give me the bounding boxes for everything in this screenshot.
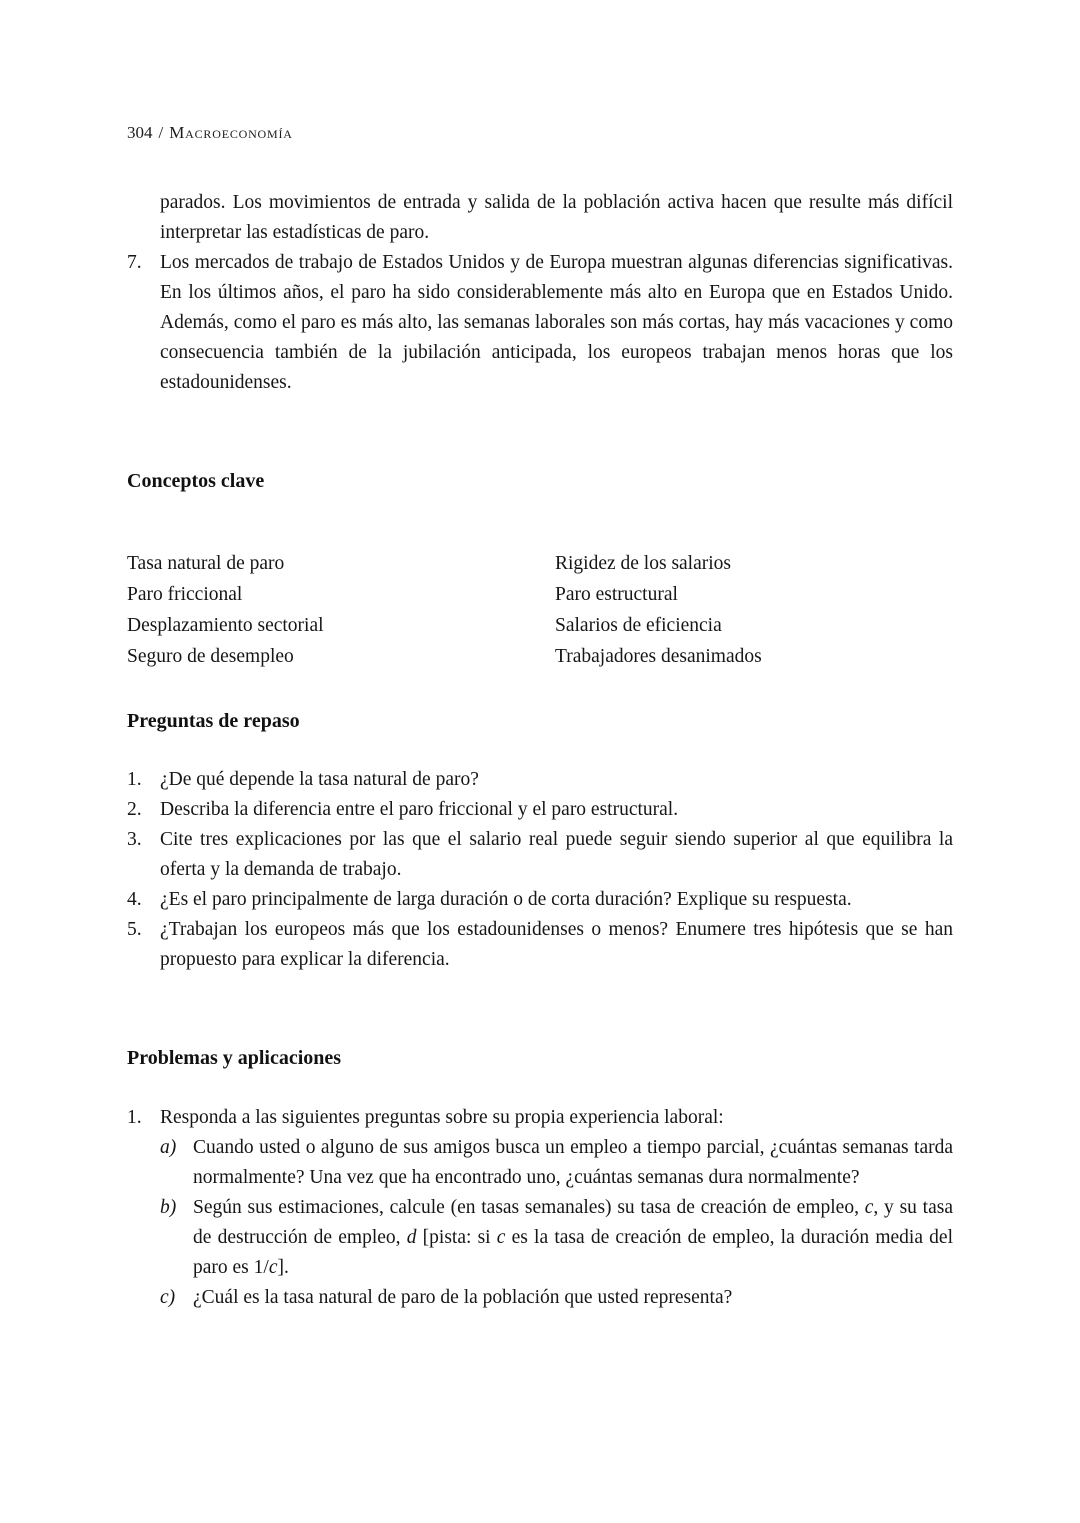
subitem-letter: a) — [160, 1137, 177, 1158]
subitem-text: Según sus estimaciones, calcule (en tasas semanales) su tasa de creación de empleo, c, y su tasa de destrucción de empleo, d [pista: si c es la tasa de creación de empleo, la duración media del paro es 1/c]. — [193, 1197, 953, 1278]
question-number: 3. — [127, 829, 142, 850]
concept-term: Seguro de desempleo — [127, 646, 294, 667]
subitem-letter: b) — [160, 1197, 177, 1218]
header-book-title: Macroeconomía — [169, 123, 293, 142]
review-question — [127, 795, 953, 825]
review-question — [127, 825, 953, 885]
question-number: 4. — [127, 889, 142, 910]
review-question — [127, 765, 953, 795]
question-number: 5. — [127, 919, 142, 940]
problem-subitem — [160, 1133, 953, 1193]
concept-term: Paro estructural — [555, 584, 678, 605]
header-separator: / — [158, 123, 164, 142]
question-text: ¿De qué depende la tasa natural de paro? — [160, 769, 479, 790]
running-head — [127, 122, 953, 144]
review-questions-list — [127, 765, 953, 975]
problem-body — [160, 1103, 953, 1313]
summary-item-7 — [127, 248, 953, 398]
summary-continuation-text: parados. Los movimientos de entrada y salida de la población activa hacen que resulte más difícil interpretar las estadísticas de paro. — [160, 192, 953, 243]
question-text: ¿Trabajan los europeos más que los estadounidenses o menos? Enumere tres hipótesis que se han propuesto para explicar la diferencia. — [160, 919, 953, 970]
subitem-text: Cuando usted o alguno de sus amigos busca un empleo a tiempo parcial, ¿cuántas semanas tarda normalmente? Una vez que ha encontrado uno, ¿cuántas semanas dura normalmente? — [193, 1137, 953, 1188]
concept-term: Salarios de eficiencia — [555, 615, 722, 636]
key-concepts-right-column — [555, 548, 953, 672]
concept-term: Desplazamiento sectorial — [127, 615, 324, 636]
chapter-summary — [127, 188, 953, 398]
problem-item — [127, 1103, 953, 1313]
concept-term: Trabajadores desanimados — [555, 646, 762, 667]
page-number: 304 — [127, 123, 153, 142]
problem-subitem — [160, 1193, 953, 1283]
key-concepts-left-column — [127, 548, 555, 672]
question-text: Describa la diferencia entre el paro friccional y el paro estructural. — [160, 799, 679, 820]
review-question — [127, 915, 953, 975]
concept-term: Tasa natural de paro — [127, 553, 285, 574]
subitem-letter: c) — [160, 1287, 176, 1308]
question-text: ¿Es el paro principalmente de larga duración o de corta duración? Explique su respuesta. — [160, 889, 852, 910]
concept-term: Paro friccional — [127, 584, 243, 605]
concept-term: Rigidez de los salarios — [555, 553, 732, 574]
problems-list — [127, 1103, 953, 1313]
subitem-text: ¿Cuál es la tasa natural de paro de la población que usted representa? — [193, 1287, 733, 1308]
problems-heading: Problemas y aplicaciones — [127, 1047, 342, 1069]
review-questions-heading: Preguntas de repaso — [127, 710, 300, 732]
key-concepts-list — [127, 548, 953, 672]
question-text: Cite tres explicaciones por las que el salario real puede seguir siendo superior al que equilibra la oferta y la demanda de trabajo. — [160, 829, 953, 880]
problem-subitem — [160, 1283, 953, 1313]
problem-intro-text: Responda a las siguientes preguntas sobre su propia experiencia laboral: — [160, 1107, 724, 1128]
summary-continuation — [127, 188, 953, 248]
summary-item-7-marker: 7. — [127, 252, 142, 273]
list-marker-empty — [127, 188, 160, 248]
problem-number: 1. — [127, 1107, 142, 1128]
review-question — [127, 885, 953, 915]
question-number: 1. — [127, 769, 142, 790]
key-concepts-heading: Conceptos clave — [127, 470, 265, 492]
summary-item-7-text: Los mercados de trabajo de Estados Unidos y de Europa muestran algunas diferencias significativas. En los últimos años, el paro ha sido considerablemente más alto en Europa que en Estados Unido. Además, como el paro es más alto, las semanas laborales son más cortas, hay más vacaciones y como consecuencia también de la jubilación anticipada, los europeos trabajan menos horas que los estadounidenses. — [160, 252, 953, 393]
question-number: 2. — [127, 799, 142, 820]
